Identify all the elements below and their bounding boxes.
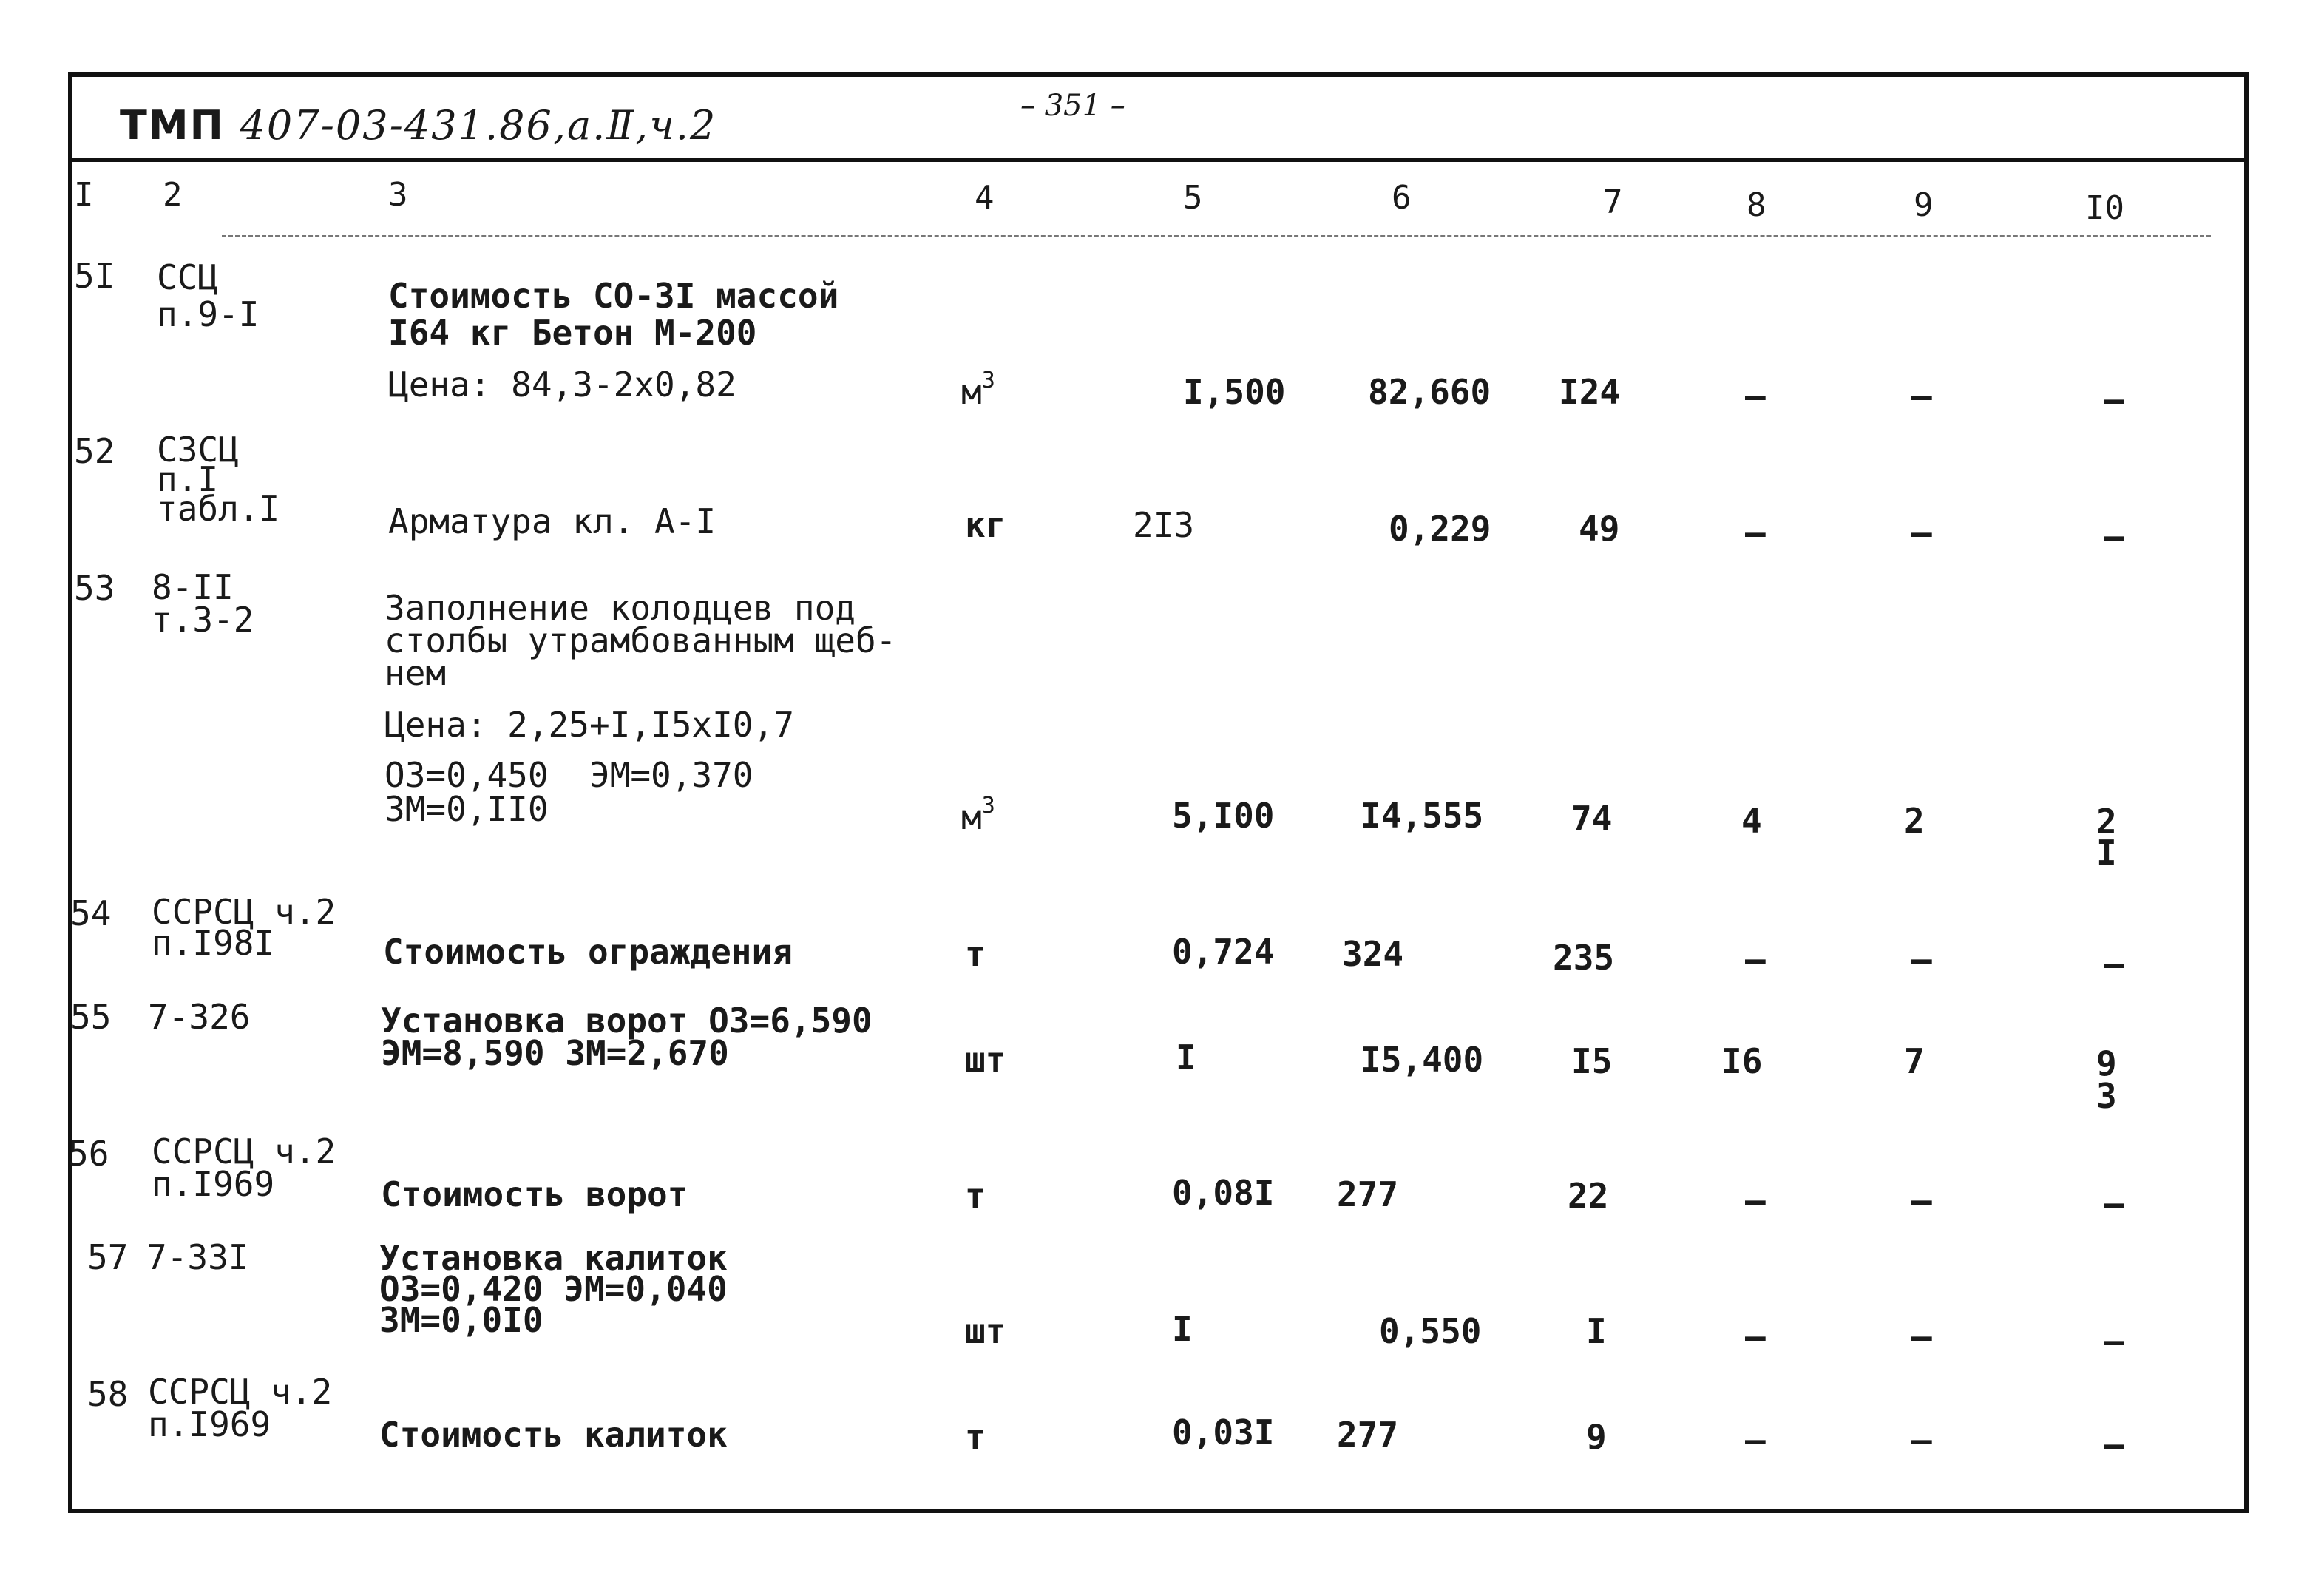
- row-51-col8: –: [1745, 376, 1766, 416]
- row-55-number: 55: [70, 997, 112, 1037]
- row-51-col9: –: [1911, 376, 1932, 416]
- row-58-col9: –: [1911, 1420, 1932, 1460]
- col-header-5: 5: [1183, 179, 1203, 217]
- row-51-code: ССЦ п.9-I: [157, 257, 260, 334]
- row-54-unit-price: 324: [1342, 934, 1404, 974]
- row-54-unit: т: [965, 934, 986, 974]
- row-53-price-formula: Цена: 2,25+I,I5хI0,7: [384, 705, 794, 745]
- column-header-divider: [222, 235, 2211, 237]
- row-51-quantity: I,500: [1183, 372, 1286, 412]
- row-55-quantity: I: [1176, 1038, 1196, 1078]
- row-52-col8: –: [1745, 512, 1766, 552]
- row-51-unit-price: 82,660: [1368, 372, 1491, 412]
- row-53-number: 53: [74, 568, 115, 608]
- row-55-total: I5: [1571, 1041, 1613, 1081]
- row-58-description: Стоимость калиток: [379, 1415, 728, 1455]
- row-51-number: 5I: [74, 256, 115, 296]
- row-54-description: Стоимость ограждения: [383, 932, 793, 972]
- row-57-col9: –: [1911, 1316, 1932, 1356]
- row-56-total: 22: [1568, 1176, 1609, 1216]
- row-53-quantity: 5,I00: [1172, 796, 1275, 836]
- row-58-unit: т: [965, 1417, 986, 1457]
- row-58-unit-price: 277: [1337, 1415, 1399, 1455]
- row-54-col8: –: [1745, 939, 1766, 979]
- row-56-number: 56: [68, 1134, 109, 1174]
- row-51-price-formula: Цена: 84,3-2х0,82: [388, 365, 736, 405]
- row-51-col10: –: [2104, 379, 2124, 419]
- col-header-2: 2: [163, 176, 183, 214]
- row-56-code: ССРСЦ ч.2 п.I969: [152, 1131, 336, 1204]
- row-57-code: 7-33I: [146, 1237, 249, 1277]
- row-56-col10: –: [2104, 1183, 2124, 1223]
- document-title: [120, 102, 716, 149]
- row-56-description: Стоимость ворот: [381, 1174, 688, 1214]
- row-53-col9: 2: [1904, 801, 1925, 841]
- row-56-unit: т: [965, 1176, 986, 1216]
- title-prefix: ТМП: [120, 102, 225, 149]
- row-55-col9: 7: [1904, 1041, 1925, 1081]
- row-57-total: I: [1586, 1311, 1607, 1351]
- row-57-col10: –: [2104, 1321, 2124, 1361]
- row-52-unit-price: 0,229: [1389, 509, 1491, 549]
- row-58-col8: –: [1745, 1420, 1766, 1460]
- row-52-total: 49: [1579, 509, 1620, 549]
- row-55-unit-price: I5,400: [1361, 1040, 1484, 1080]
- title-code: 407-03-431.86: [240, 102, 553, 149]
- row-56-unit-price: 277: [1337, 1174, 1399, 1214]
- row-55-col8: I6: [1721, 1041, 1763, 1081]
- row-52-quantity: 2I3: [1133, 505, 1195, 545]
- row-51-description: Стоимость СО-3I массой I64 кг Бетон М-200: [388, 276, 839, 353]
- row-55-unit: шт: [965, 1040, 1006, 1080]
- row-54-total: 235: [1553, 938, 1615, 978]
- row-53-total: 74: [1571, 799, 1613, 839]
- row-55-col10: 9 3: [2096, 1043, 2117, 1116]
- row-53-resources: ОЗ=0,450 ЭМ=0,370 ЗМ=0,II0: [384, 755, 753, 829]
- row-57-unit-price: 0,550: [1379, 1311, 1482, 1351]
- row-58-quantity: 0,03I: [1172, 1413, 1275, 1452]
- col-header-3: 3: [388, 176, 408, 214]
- row-57-col8: –: [1745, 1316, 1766, 1356]
- row-52-description: Арматура кл. А-I: [388, 501, 716, 541]
- row-53-col8: 4: [1741, 801, 1762, 841]
- row-55-code: 7-326: [148, 997, 251, 1037]
- row-52-unit: кг: [965, 505, 1006, 545]
- header-rule: [68, 158, 2249, 162]
- row-51-total: I24: [1559, 372, 1621, 412]
- row-51-unit: $м^3$: [961, 368, 995, 412]
- row-52-number: 52: [74, 431, 115, 471]
- row-53-description: Заполнение колодцев под столбы утрамбованным щеб- нем: [384, 588, 897, 693]
- title-suffix: ,а.Ⅱ,ч.2: [552, 102, 717, 149]
- row-57-unit: шт: [965, 1311, 1006, 1351]
- row-58-code: ССРСЦ ч.2 п.I969: [148, 1372, 333, 1444]
- col-header-9: 9: [1914, 186, 1934, 224]
- row-54-quantity: 0,724: [1172, 932, 1275, 972]
- row-54-col10: –: [2104, 944, 2124, 984]
- row-53-unit: $м^3$: [961, 793, 995, 837]
- row-52-col9: –: [1911, 512, 1932, 552]
- row-55-description: Установка ворот ОЗ=6,590 ЭМ=8,590 ЗМ=2,670: [381, 1001, 873, 1073]
- col-header-4: 4: [975, 179, 995, 217]
- row-53-unit-price: I4,555: [1361, 796, 1484, 836]
- row-54-number: 54: [70, 893, 112, 933]
- row-57-quantity: I: [1172, 1309, 1193, 1349]
- row-56-quantity: 0,08I: [1172, 1173, 1275, 1213]
- row-54-col9: –: [1911, 939, 1932, 979]
- col-header-8: 8: [1747, 186, 1766, 224]
- row-58-number: 58: [87, 1374, 129, 1414]
- row-58-col10: –: [2104, 1424, 2124, 1464]
- row-57-number: 57: [87, 1237, 129, 1277]
- row-54-code: ССРСЦ ч.2 п.I98I: [152, 892, 336, 963]
- col-header-1: I: [74, 176, 94, 214]
- row-53-code: 8-II т.3-2: [152, 567, 254, 640]
- row-52-col10: –: [2104, 516, 2124, 556]
- row-53-col10: 2 I: [2096, 802, 2117, 873]
- col-header-7: 7: [1603, 183, 1623, 221]
- page-number: – 351 –: [1020, 89, 1125, 123]
- row-57-description: Установка калиток ОЗ=0,420 ЭМ=0,040 ЗМ=0,0I0: [379, 1238, 728, 1340]
- col-header-10: I0: [2085, 189, 2124, 227]
- row-56-col9: –: [1911, 1180, 1932, 1220]
- col-header-6: 6: [1392, 179, 1412, 217]
- row-58-total: 9: [1586, 1417, 1607, 1457]
- row-56-col8: –: [1745, 1180, 1766, 1220]
- row-52-code: СЗСЦ п.I табл.I: [157, 430, 280, 529]
